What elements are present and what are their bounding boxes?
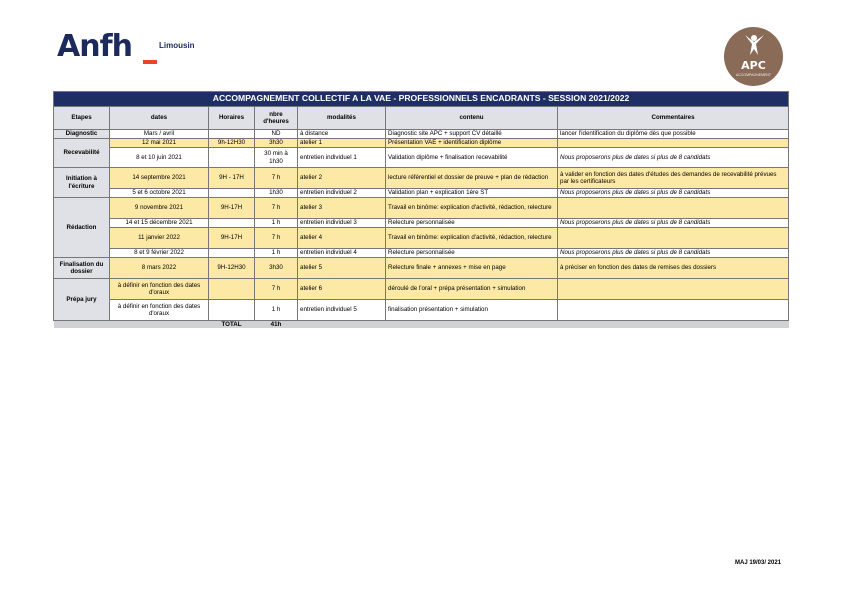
- cell-commentaire: Nous proposerons plus de dates si plus de 8 candidats: [558, 148, 789, 168]
- table-row: [54, 279, 789, 300]
- col-header-contenu: contenu: [386, 107, 558, 130]
- cell-commentaire: Nous proposerons plus de dates si plus de 8 candidats: [558, 249, 789, 258]
- total-value: 41h: [255, 321, 298, 329]
- cell-date: Mars / avril: [110, 130, 209, 139]
- cell-heures: 3h30: [255, 258, 298, 279]
- cell-commentaire: à valider en fonction des dates d'études des demandes de recevabilité prévues par les certificateurs: [558, 168, 789, 189]
- cell-commentaire: [558, 300, 789, 321]
- cell-contenu: Relecture personnalisée: [386, 219, 558, 228]
- schedule-table: [53, 91, 789, 328]
- table-row: [54, 249, 789, 258]
- cell-contenu: lecture référentiel et dossier de preuve + plan de rédaction: [386, 168, 558, 189]
- cell-heures: 1 h: [255, 219, 298, 228]
- cell-horaires: [209, 130, 255, 139]
- stage-label: Diagnostic: [54, 130, 110, 139]
- cell-modalite: entretien individuel 1: [298, 148, 386, 168]
- cell-heures: ND: [255, 130, 298, 139]
- table-row: [54, 300, 789, 321]
- col-header-dates: dates: [110, 107, 209, 130]
- cell-horaires: [209, 219, 255, 228]
- total-label: TOTAL: [209, 321, 255, 329]
- anfh-logo-word: Anfh: [57, 29, 132, 64]
- cell-commentaire: [558, 228, 789, 249]
- cell-contenu: finalisation présentation + simulation: [386, 300, 558, 321]
- total-spacer: [110, 321, 209, 329]
- table-row: [54, 198, 789, 219]
- cell-modalite: entretien individuel 3: [298, 219, 386, 228]
- cell-horaires: [209, 148, 255, 168]
- cell-contenu: déroulé de l'oral + prépa présentation + simulation: [386, 279, 558, 300]
- cell-contenu: Validation diplôme + finalisation recevabilité: [386, 148, 558, 168]
- cell-modalite: à distance: [298, 130, 386, 139]
- apc-logo: [724, 27, 783, 86]
- cell-date: 11 janvier 2022: [110, 228, 209, 249]
- cell-contenu: Diagnostic site APC + support CV détaillé: [386, 130, 558, 139]
- table-title-row: [54, 92, 789, 107]
- cell-horaires: 9h-12H30: [209, 139, 255, 148]
- cell-heures: 7 h: [255, 198, 298, 219]
- table-row: [54, 228, 789, 249]
- cell-date: à définir en fonction des dates d'oraux: [110, 300, 209, 321]
- cell-date: 8 et 9 février 2022: [110, 249, 209, 258]
- cell-commentaire: lancer l'identification du diplôme dès que possible: [558, 130, 789, 139]
- cell-horaires: 9H - 17H: [209, 168, 255, 189]
- stage-label: Finalisation du dossier: [54, 258, 110, 279]
- cell-contenu: Relecture finale + annexes + mise en page: [386, 258, 558, 279]
- cell-modalite: atelier 2: [298, 168, 386, 189]
- cell-date: à définir en fonction des dates d'oraux: [110, 279, 209, 300]
- cell-modalite: atelier 4: [298, 228, 386, 249]
- table-title: ACCOMPAGNEMENT COLLECTIF A LA VAE - PROFESSIONNELS ENCADRANTS - SESSION 2021/2022: [54, 92, 789, 107]
- cell-date: 12 mai 2021: [110, 139, 209, 148]
- cell-commentaire: à préciser en fonction des dates de remises des dossiers: [558, 258, 789, 279]
- anfh-logo-sub: Limousin: [159, 41, 195, 50]
- cell-heures: 7 h: [255, 279, 298, 300]
- cell-modalite: atelier 3: [298, 198, 386, 219]
- cell-modalite: entretien individuel 2: [298, 189, 386, 198]
- cell-date: 8 mars 2022: [110, 258, 209, 279]
- cell-commentaire: [558, 198, 789, 219]
- cell-modalite: atelier 1: [298, 139, 386, 148]
- cell-date: 5 et 6 octobre 2021: [110, 189, 209, 198]
- total-spacer: [558, 321, 789, 329]
- cell-modalite: atelier 5: [298, 258, 386, 279]
- anfh-logo-underline: [143, 60, 157, 64]
- col-header-heures: nbre d'heures: [255, 107, 298, 130]
- total-spacer: [386, 321, 558, 329]
- stage-label: Recevabilité: [54, 139, 110, 168]
- cell-contenu: Présentation VAE + identification diplôme: [386, 139, 558, 148]
- table-row: [54, 130, 789, 139]
- cell-heures: 1h30: [255, 189, 298, 198]
- col-header-modalites: modalités: [298, 107, 386, 130]
- table-row: [54, 148, 789, 168]
- cell-horaires: [209, 279, 255, 300]
- col-header-etapes: Etapes: [54, 107, 110, 130]
- cell-modalite: entretien individuel 5: [298, 300, 386, 321]
- stage-label: Prépa jury: [54, 279, 110, 321]
- cell-modalite: atelier 6: [298, 279, 386, 300]
- cell-heures: 1 h: [255, 300, 298, 321]
- update-date: MAJ 19/03/ 2021: [735, 560, 782, 566]
- apc-figure-icon: [741, 33, 767, 59]
- total-spacer: [54, 321, 110, 329]
- cell-horaires: [209, 249, 255, 258]
- cell-horaires: 9H-12H30: [209, 258, 255, 279]
- cell-heures: 1 h: [255, 249, 298, 258]
- cell-contenu: Travail en binôme: explication d'activité, rédaction, relecture: [386, 228, 558, 249]
- cell-contenu: Relecture personnalisée: [386, 249, 558, 258]
- cell-date: 14 et 15 décembre 2021: [110, 219, 209, 228]
- cell-modalite: entretien individuel 4: [298, 249, 386, 258]
- stage-label: Initiation à l'écriture: [54, 168, 110, 198]
- table-row: [54, 139, 789, 148]
- apc-logo-text: APC: [741, 59, 766, 72]
- apc-logo-sub: ACCOMPAGNEMENT: [736, 73, 771, 77]
- cell-contenu: Validation plan + explication 1ère ST: [386, 189, 558, 198]
- table-row: [54, 219, 789, 228]
- cell-heures: 3h30: [255, 139, 298, 148]
- total-row: [54, 321, 789, 329]
- total-spacer: [298, 321, 386, 329]
- col-header-horaires: Horaires: [209, 107, 255, 130]
- cell-commentaire: Nous proposerons plus de dates si plus de 8 candidats: [558, 189, 789, 198]
- cell-horaires: [209, 189, 255, 198]
- cell-commentaire: [558, 279, 789, 300]
- table-row: [54, 189, 789, 198]
- stage-label: Rédaction: [54, 198, 110, 258]
- cell-horaires: 9H-17H: [209, 198, 255, 219]
- table-row: [54, 168, 789, 189]
- cell-heures: 7 h: [255, 168, 298, 189]
- cell-heures: 30 min à 1h30: [255, 148, 298, 168]
- cell-horaires: 9H-17H: [209, 228, 255, 249]
- cell-heures: 7 h: [255, 228, 298, 249]
- cell-horaires: [209, 300, 255, 321]
- cell-commentaire: Nous proposerons plus de dates si plus de 8 candidats: [558, 219, 789, 228]
- table-header-row: [54, 107, 789, 130]
- cell-contenu: Travail en binôme: explication d'activité, rédaction, relecture: [386, 198, 558, 219]
- cell-date: 8 et 10 juin 2021: [110, 148, 209, 168]
- cell-date: 9 novembre 2021: [110, 198, 209, 219]
- cell-commentaire: [558, 139, 789, 148]
- cell-date: 14 septembre 2021: [110, 168, 209, 189]
- col-header-commentaires: Commentaires: [558, 107, 789, 130]
- table-row: [54, 258, 789, 279]
